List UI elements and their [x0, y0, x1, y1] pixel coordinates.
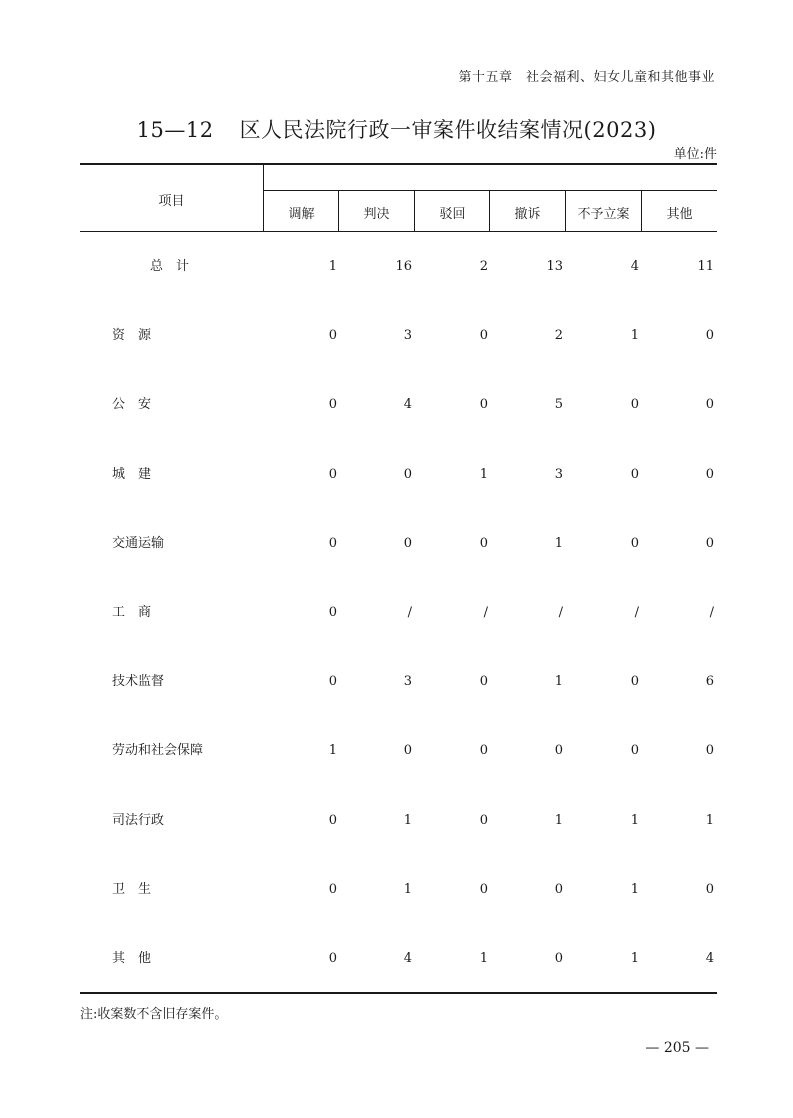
table-cell: 3: [403, 328, 412, 343]
table-cell: 0: [328, 397, 337, 412]
table-cell: 0: [705, 882, 714, 897]
footnote: 注:收案数不含旧存案件。: [80, 1007, 228, 1022]
table-cell: 1: [630, 328, 639, 343]
table-cell: 2: [479, 259, 488, 274]
running-header: 第十五章 社会福利、妇女儿童和其他事业: [458, 70, 715, 85]
table-cell: 0: [554, 743, 563, 758]
table-cell: 1: [554, 813, 563, 828]
row-label: 交通运输: [112, 536, 165, 551]
table-cell: /: [709, 605, 714, 620]
table-cell: 3: [554, 467, 563, 482]
table-cell: /: [407, 605, 412, 620]
table-cell: 4: [630, 259, 639, 274]
table-cell: 0: [705, 328, 714, 343]
table-cell: 0: [403, 743, 412, 758]
table-cell: 0: [630, 743, 639, 758]
column-header-judgment: 判决: [363, 207, 390, 222]
column-header-mediation: 调解: [288, 207, 315, 222]
table-cell: 2: [554, 328, 563, 343]
item-column-header: 项目: [158, 194, 185, 209]
table-cell: 0: [705, 536, 714, 551]
table-cell: 1: [479, 467, 488, 482]
table-cell: 1: [403, 813, 412, 828]
table-cell: 0: [328, 951, 337, 966]
table-cell: 0: [554, 951, 563, 966]
table-cell: 0: [630, 467, 639, 482]
column-header-not-filed: 不予立案: [577, 207, 630, 222]
table-cell: 0: [479, 536, 488, 551]
table-cell: 3: [403, 674, 412, 689]
table-cell: /: [483, 605, 488, 620]
table-cell: 0: [328, 605, 337, 620]
row-label: 公 安: [112, 397, 152, 412]
table-cell: 11: [697, 259, 714, 274]
page-title: [0, 114, 793, 144]
row-label: 劳动和社会保障: [112, 743, 204, 758]
table-cell: 0: [328, 536, 337, 551]
table-cell: 0: [328, 882, 337, 897]
table-cell: 0: [479, 882, 488, 897]
table-cell: 1: [705, 813, 714, 828]
table-cell: 1: [630, 813, 639, 828]
row-label: 工 商: [112, 605, 152, 620]
row-label-total: 总 计: [150, 259, 190, 274]
table-cell: 5: [554, 397, 563, 412]
table-cell: 1: [479, 951, 488, 966]
table-cell: /: [558, 605, 563, 620]
table-cell: 0: [479, 674, 488, 689]
table-cell: 1: [554, 536, 563, 551]
row-label: 技术监督: [112, 674, 165, 689]
table-cell: 0: [630, 397, 639, 412]
row-label: 卫 生: [112, 882, 152, 897]
table-cell: 0: [479, 397, 488, 412]
table-cell: 0: [479, 813, 488, 828]
table-number: 15—12: [136, 118, 214, 142]
table-cell: /: [634, 605, 639, 620]
table-cell: 0: [328, 328, 337, 343]
table-title: 区人民法院行政一审案件收结案情况(2023): [239, 118, 657, 142]
table-top-rule: [80, 163, 717, 165]
table-cell: 4: [403, 397, 412, 412]
row-label: 城 建: [112, 467, 152, 482]
table-cell: 1: [328, 259, 337, 274]
table-cell: 0: [328, 813, 337, 828]
table-cell: 0: [554, 882, 563, 897]
table-cell: 16: [395, 259, 412, 274]
table-cell: 1: [403, 882, 412, 897]
table-cell: 0: [328, 674, 337, 689]
header-group-rule: [263, 190, 717, 191]
row-label: 其 他: [112, 951, 152, 966]
table-cell: 1: [630, 882, 639, 897]
table-header-rule: [80, 231, 717, 232]
table-cell: 0: [403, 467, 412, 482]
column-header-other: 其他: [666, 207, 693, 222]
table-cell: 0: [705, 467, 714, 482]
unit-label: 单位:件: [673, 147, 717, 162]
table-bottom-rule: [80, 992, 717, 994]
row-label: 资 源: [112, 328, 152, 343]
table-cell: 0: [705, 743, 714, 758]
table-cell: 6: [705, 674, 714, 689]
table-cell: 1: [328, 743, 337, 758]
table-cell: 4: [403, 951, 412, 966]
column-header-rejection: 驳回: [439, 207, 466, 222]
table-cell: 0: [403, 536, 412, 551]
table-cell: 0: [328, 467, 337, 482]
table-cell: 0: [630, 536, 639, 551]
table-cell: 0: [479, 743, 488, 758]
table-cell: 0: [479, 328, 488, 343]
table-cell: 1: [630, 951, 639, 966]
table-cell: 4: [705, 951, 714, 966]
table-cell: 13: [546, 259, 563, 274]
table-cell: 0: [630, 674, 639, 689]
page-number: — 205 —: [645, 1040, 709, 1056]
table-cell: 0: [705, 397, 714, 412]
column-header-withdrawal: 撤诉: [514, 207, 541, 222]
row-label: 司法行政: [112, 813, 165, 828]
table-cell: 1: [554, 674, 563, 689]
